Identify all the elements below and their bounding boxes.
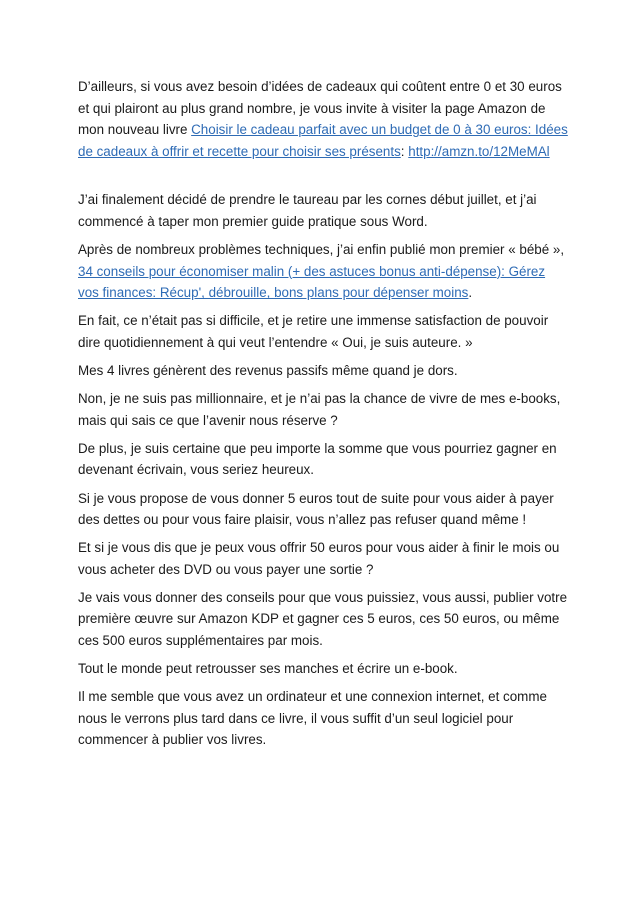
text-segment: Si je vous propose de vous donner 5 euros tout de suite pour vous aider à payer des dettes ou pour vous faire plaisir, vous n’allez pas refuser quand même ! bbox=[78, 490, 554, 528]
paragraph-first-guide bbox=[78, 189, 568, 232]
text-segment: De plus, je suis certaine que peu importe la somme que vous pourriez gagner en devenant écrivain, vous seriez heureux. bbox=[78, 440, 557, 478]
link-savings-book-title[interactable]: 34 conseils pour économiser malin (+ des astuces bonus anti-dépense): Gérez vos finances: Récup', débrouille, bons plans pour dépenser moins bbox=[78, 263, 546, 301]
paragraph-gift-book bbox=[78, 76, 568, 162]
text-segment: En fait, ce n’était pas si difficile, et je retire une immense satisfaction de pouvoir dire quotidiennement à qui veut l’entendre « Oui, je suis auteure. » bbox=[78, 313, 549, 350]
paragraph-computer-software bbox=[78, 686, 568, 751]
paragraph-happy-writer bbox=[78, 438, 568, 481]
text-segment: Mes 4 livres génèrent des revenus passifs même quand je dors. bbox=[78, 363, 458, 379]
text-segment: Après de nombreux problèmes techniques, j’ai enfin publié mon premier « bébé », bbox=[78, 242, 565, 258]
paragraph-first-publication bbox=[78, 239, 568, 304]
text-segment: : bbox=[400, 143, 409, 159]
paragraph-satisfaction bbox=[78, 310, 568, 353]
paragraph-passive-income bbox=[78, 360, 568, 382]
text-segment: Non, je ne suis pas millionnaire, et je n’ai pas la chance de vivre de mes e-books, mais qui sais ce que l’avenir nous réserve ? bbox=[78, 391, 561, 428]
document-page bbox=[78, 76, 568, 758]
text-segment: Je vais vous donner des conseils pour que vous puissiez, vous aussi, publier votre première œuvre sur Amazon KDP et gagner ces 5 euros, ces 50 euros, ou même ces 500 euros supplémentaires par mois. bbox=[78, 589, 568, 649]
text-segment: Et si je vous dis que je peux vous offrir 50 euros pour vous aider à finir le mois ou vous acheter des DVD ou vous payer une sortie ? bbox=[78, 540, 560, 577]
paragraph-five-euros bbox=[78, 488, 568, 531]
text-segment: D’ailleurs, si vous avez besoin d’idées de cadeaux qui coûtent entre 0 et 30 euros et qui plairont au plus grand nombre, je vous invite à visiter la page Amazon de mon nouveau livre bbox=[78, 79, 562, 138]
text-segment: Tout le monde peut retrousser ses manches et écrire un e-book. bbox=[78, 661, 458, 677]
text-segment: J’ai finalement décidé de prendre le taureau par les cornes début juillet, et j’ai commencé à taper mon premier guide pratique sous Word. bbox=[78, 192, 537, 229]
paragraph-not-millionaire bbox=[78, 388, 568, 431]
paragraph-advice-kdp bbox=[78, 587, 568, 652]
paragraph-everyone-can-write bbox=[78, 658, 568, 680]
paragraph-fifty-euros bbox=[78, 537, 568, 580]
text-segment: . bbox=[468, 285, 473, 301]
text-segment: Il me semble que vous avez un ordinateur et une connexion internet, et comme nous le verrons plus tard dans ce livre, il vous suffit d’un seul logiciel pour commencer à publier vos livres. bbox=[78, 689, 547, 748]
link-gift-book-title[interactable]: Choisir le cadeau parfait avec un budget de 0 à 30 euros: Idées de cadeaux à offrir et recette pour choisir ses présents bbox=[78, 122, 568, 159]
link-amazon-url[interactable]: http://amzn.to/12MeMAl bbox=[408, 143, 550, 159]
